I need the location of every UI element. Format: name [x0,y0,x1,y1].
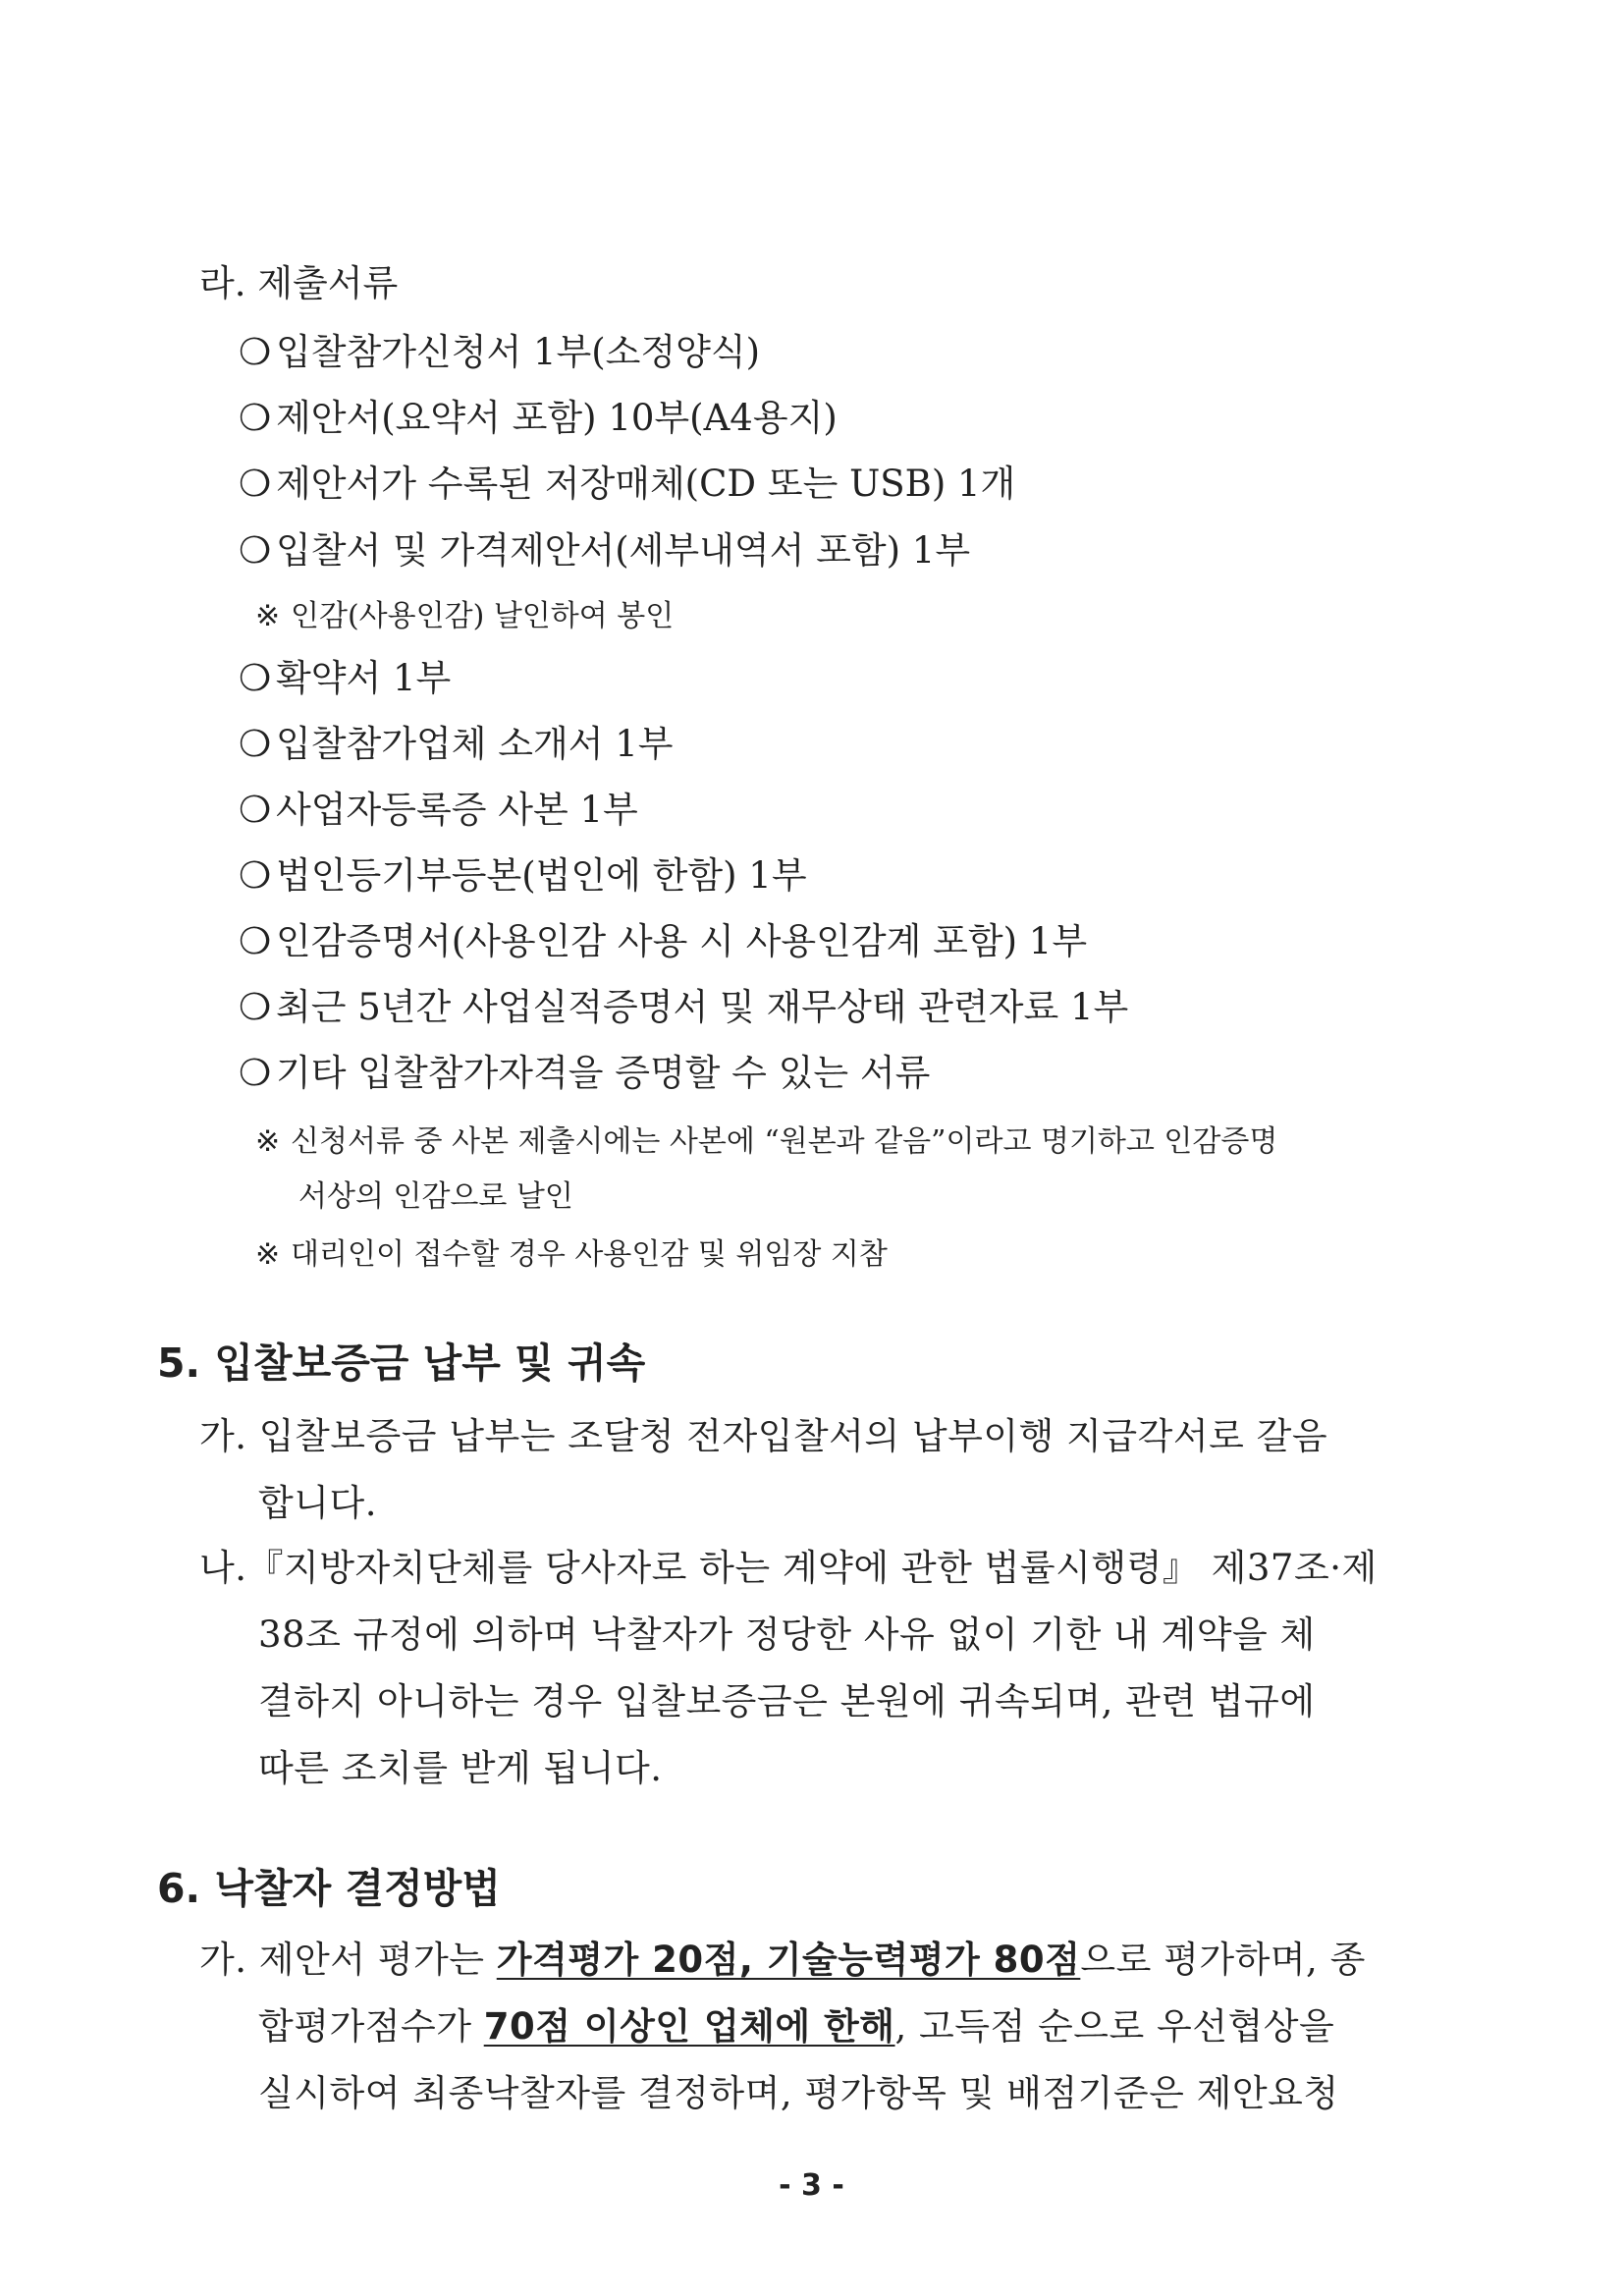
circle-bullet-icon: ❍ [239,463,272,505]
list-item: ❍ 확약서 1부 [239,657,452,699]
list-item: ❍ 입찰참가업체 소개서 1부 [239,723,674,765]
list-item: ❍ 인감증명서(사용인감 사용 시 사용인감계 포함) 1부 [239,920,1088,962]
section-5-item-b-continued: 결하지 아니하는 경우 입찰보증금은 본원에 귀속되며, 관련 법규에 [258,1680,1316,1722]
section-6-item-a-continued: 실시하여 최종낙찰자를 결정하며, 평가항목 및 배점기준은 제안요청 [258,2072,1339,2114]
section-5-item-b-continued: 따른 조치를 받게 됩니다. [258,1747,663,1789]
circle-bullet-icon: ❍ [239,723,272,765]
list-item: ❍ 사업자등록증 사본 1부 [239,789,638,831]
list-item: ❍ 제안서(요약서 포함) 10부(A4용지) [239,397,838,439]
note-copy: ※ 신청서류 중 사본 제출시에는 사본에 “원본과 같음”이라고 명기하고 인감증명 [255,1124,1278,1159]
list-item: ❍ 기타 입찰참가자격을 증명할 수 있는 서류 [239,1052,931,1094]
section-6-heading: 6. 낙찰자 결정방법 [157,1865,501,1912]
section-6-item-a-continued: 합평가점수가 70점 이상인 업체에 한해, 고득점 순으로 우선협상을 [258,2005,1335,2048]
reference-mark-icon: ※ [255,599,281,633]
section-6-item-a: 가. 제안서 평가는 가격평가 20점, 기술능력평가 80점으로 평가하며, 종 [199,1939,1366,1981]
reference-mark-icon: ※ [255,1237,281,1272]
circle-bullet-icon: ❍ [239,331,272,373]
circle-bullet-icon: ❍ [239,1052,272,1094]
list-item: ❍ 법인등기부등본(법인에 한함) 1부 [239,854,807,897]
page-number: - 3 - [779,2168,844,2203]
section-5-heading: 5. 입찰보증금 납부 및 귀속 [157,1339,646,1387]
note-seal: ※ 인감(사용인감) 날인하여 봉인 [255,599,675,633]
section-5-item-a-continued: 합니다. [258,1482,377,1524]
score-allocation-emphasis: 가격평가 20점, 기술능력평가 80점 [496,1939,1081,1981]
circle-bullet-icon: ❍ [239,789,272,831]
threshold-emphasis: 70점 이상인 업체에 한해 [483,2005,895,2048]
circle-bullet-icon: ❍ [239,657,272,699]
submission-heading: 라. 제출서류 [199,262,399,304]
reference-mark-icon: ※ [255,1124,281,1159]
note-copy-continued: 서상의 인감으로 날인 [298,1179,573,1214]
circle-bullet-icon: ❍ [239,529,272,572]
list-item: ❍ 최근 5년간 사업실적증명서 및 재무상태 관련자료 1부 [239,986,1129,1028]
list-item: ❍ 제안서가 수록된 저장매체(CD 또는 USB) 1개 [239,463,1016,505]
circle-bullet-icon: ❍ [239,986,272,1028]
circle-bullet-icon: ❍ [239,397,272,439]
section-5-item-b-continued: 38조 규정에 의하며 낙찰자가 정당한 사유 없이 기한 내 계약을 체 [258,1613,1316,1656]
list-item: ❍ 입찰서 및 가격제안서(세부내역서 포함) 1부 [239,529,971,572]
circle-bullet-icon: ❍ [239,854,272,897]
note-agent: ※ 대리인이 접수할 경우 사용인감 및 위임장 지참 [255,1237,888,1272]
section-5-item-a: 가. 입찰보증금 납부는 조달청 전자입찰서의 납부이행 지급각서로 갈음 [199,1415,1328,1457]
list-item: ❍ 입찰참가신청서 1부(소정양식) [239,331,761,373]
section-5-item-b: 나.『지방자치단체를 당사자로 하는 계약에 관한 법률시행령』 제37조·제 [199,1547,1378,1589]
circle-bullet-icon: ❍ [239,920,272,962]
